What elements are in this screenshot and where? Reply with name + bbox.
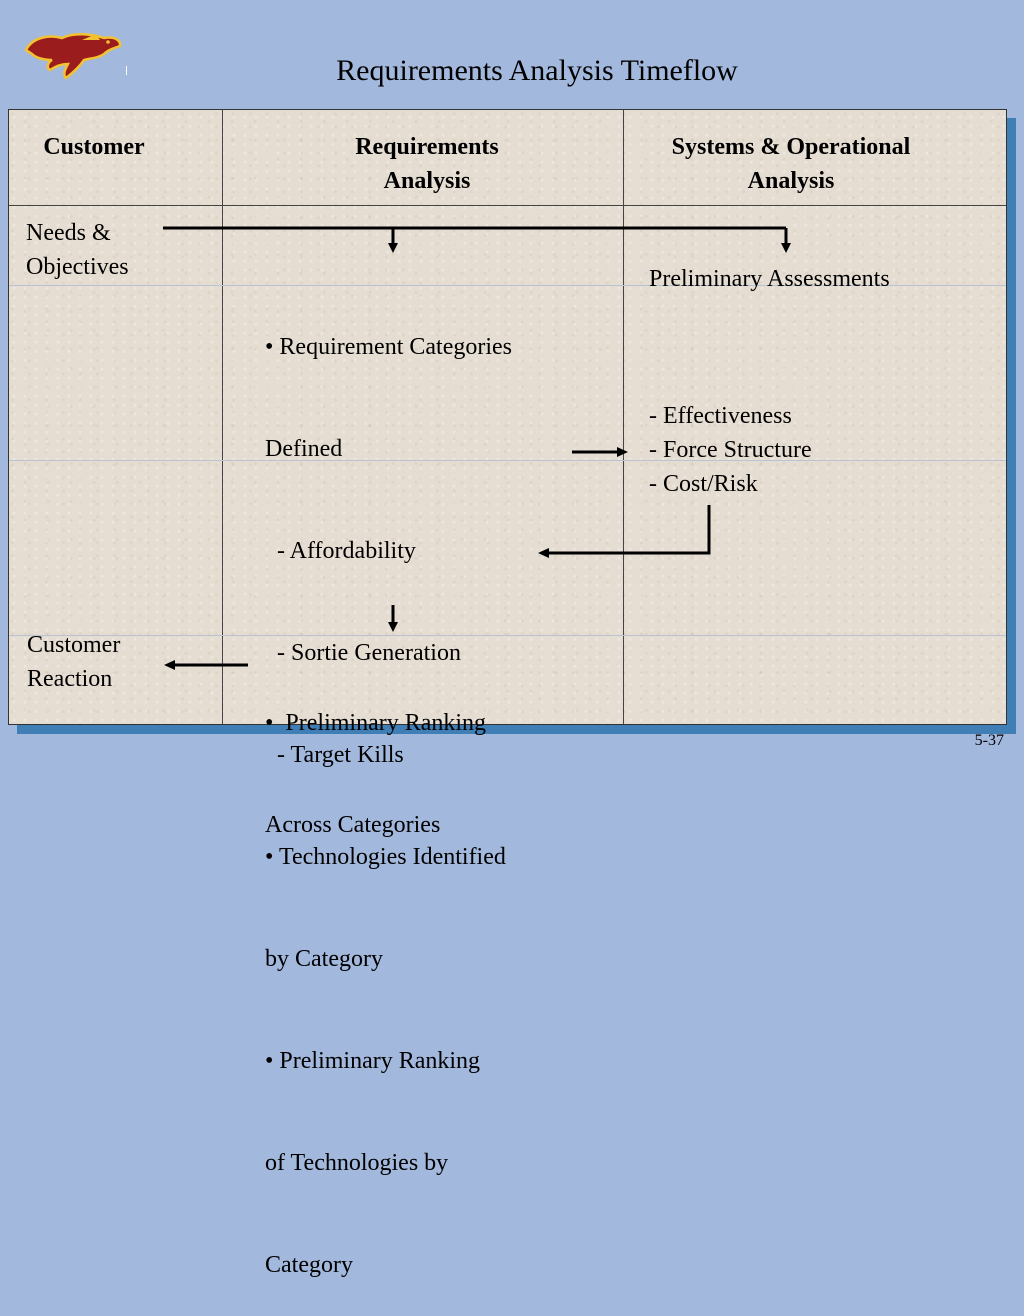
- needs-objectives-text: Needs & Objectives: [26, 220, 129, 280]
- page-number: 5-37: [974, 732, 1004, 749]
- page-title: Requirements Analysis Timeflow: [336, 54, 738, 87]
- column-divider-2: [623, 110, 624, 724]
- column-divider-1: [222, 110, 223, 724]
- preliminary-assessments-text: Preliminary Assessments: [649, 266, 890, 292]
- header-systems-operational-analysis: Systems & Operational Analysis: [671, 134, 911, 194]
- customer-reaction-text: Customer Reaction: [27, 632, 121, 692]
- cost-risk-item: - Cost/Risk: [649, 471, 758, 497]
- header-requirements-analysis: Requirements Analysis: [355, 134, 499, 194]
- requirements-steps-text: • Requirement Categories Defined - Affordability - Sortie Generation - Target Kills • Technologies Identified by Category • Preliminary Ranking of Technologies by Category: [265, 334, 512, 1278]
- header-customer: Customer: [43, 134, 145, 160]
- header-divider: [9, 205, 1006, 206]
- preliminary-ranking-across-text: • Preliminary Ranking Across Categories: [265, 710, 487, 838]
- effectiveness-item: - Effectiveness: [649, 403, 792, 429]
- assessment-factors-list: [649, 399, 812, 501]
- force-structure-item: - Force Structure: [649, 437, 812, 463]
